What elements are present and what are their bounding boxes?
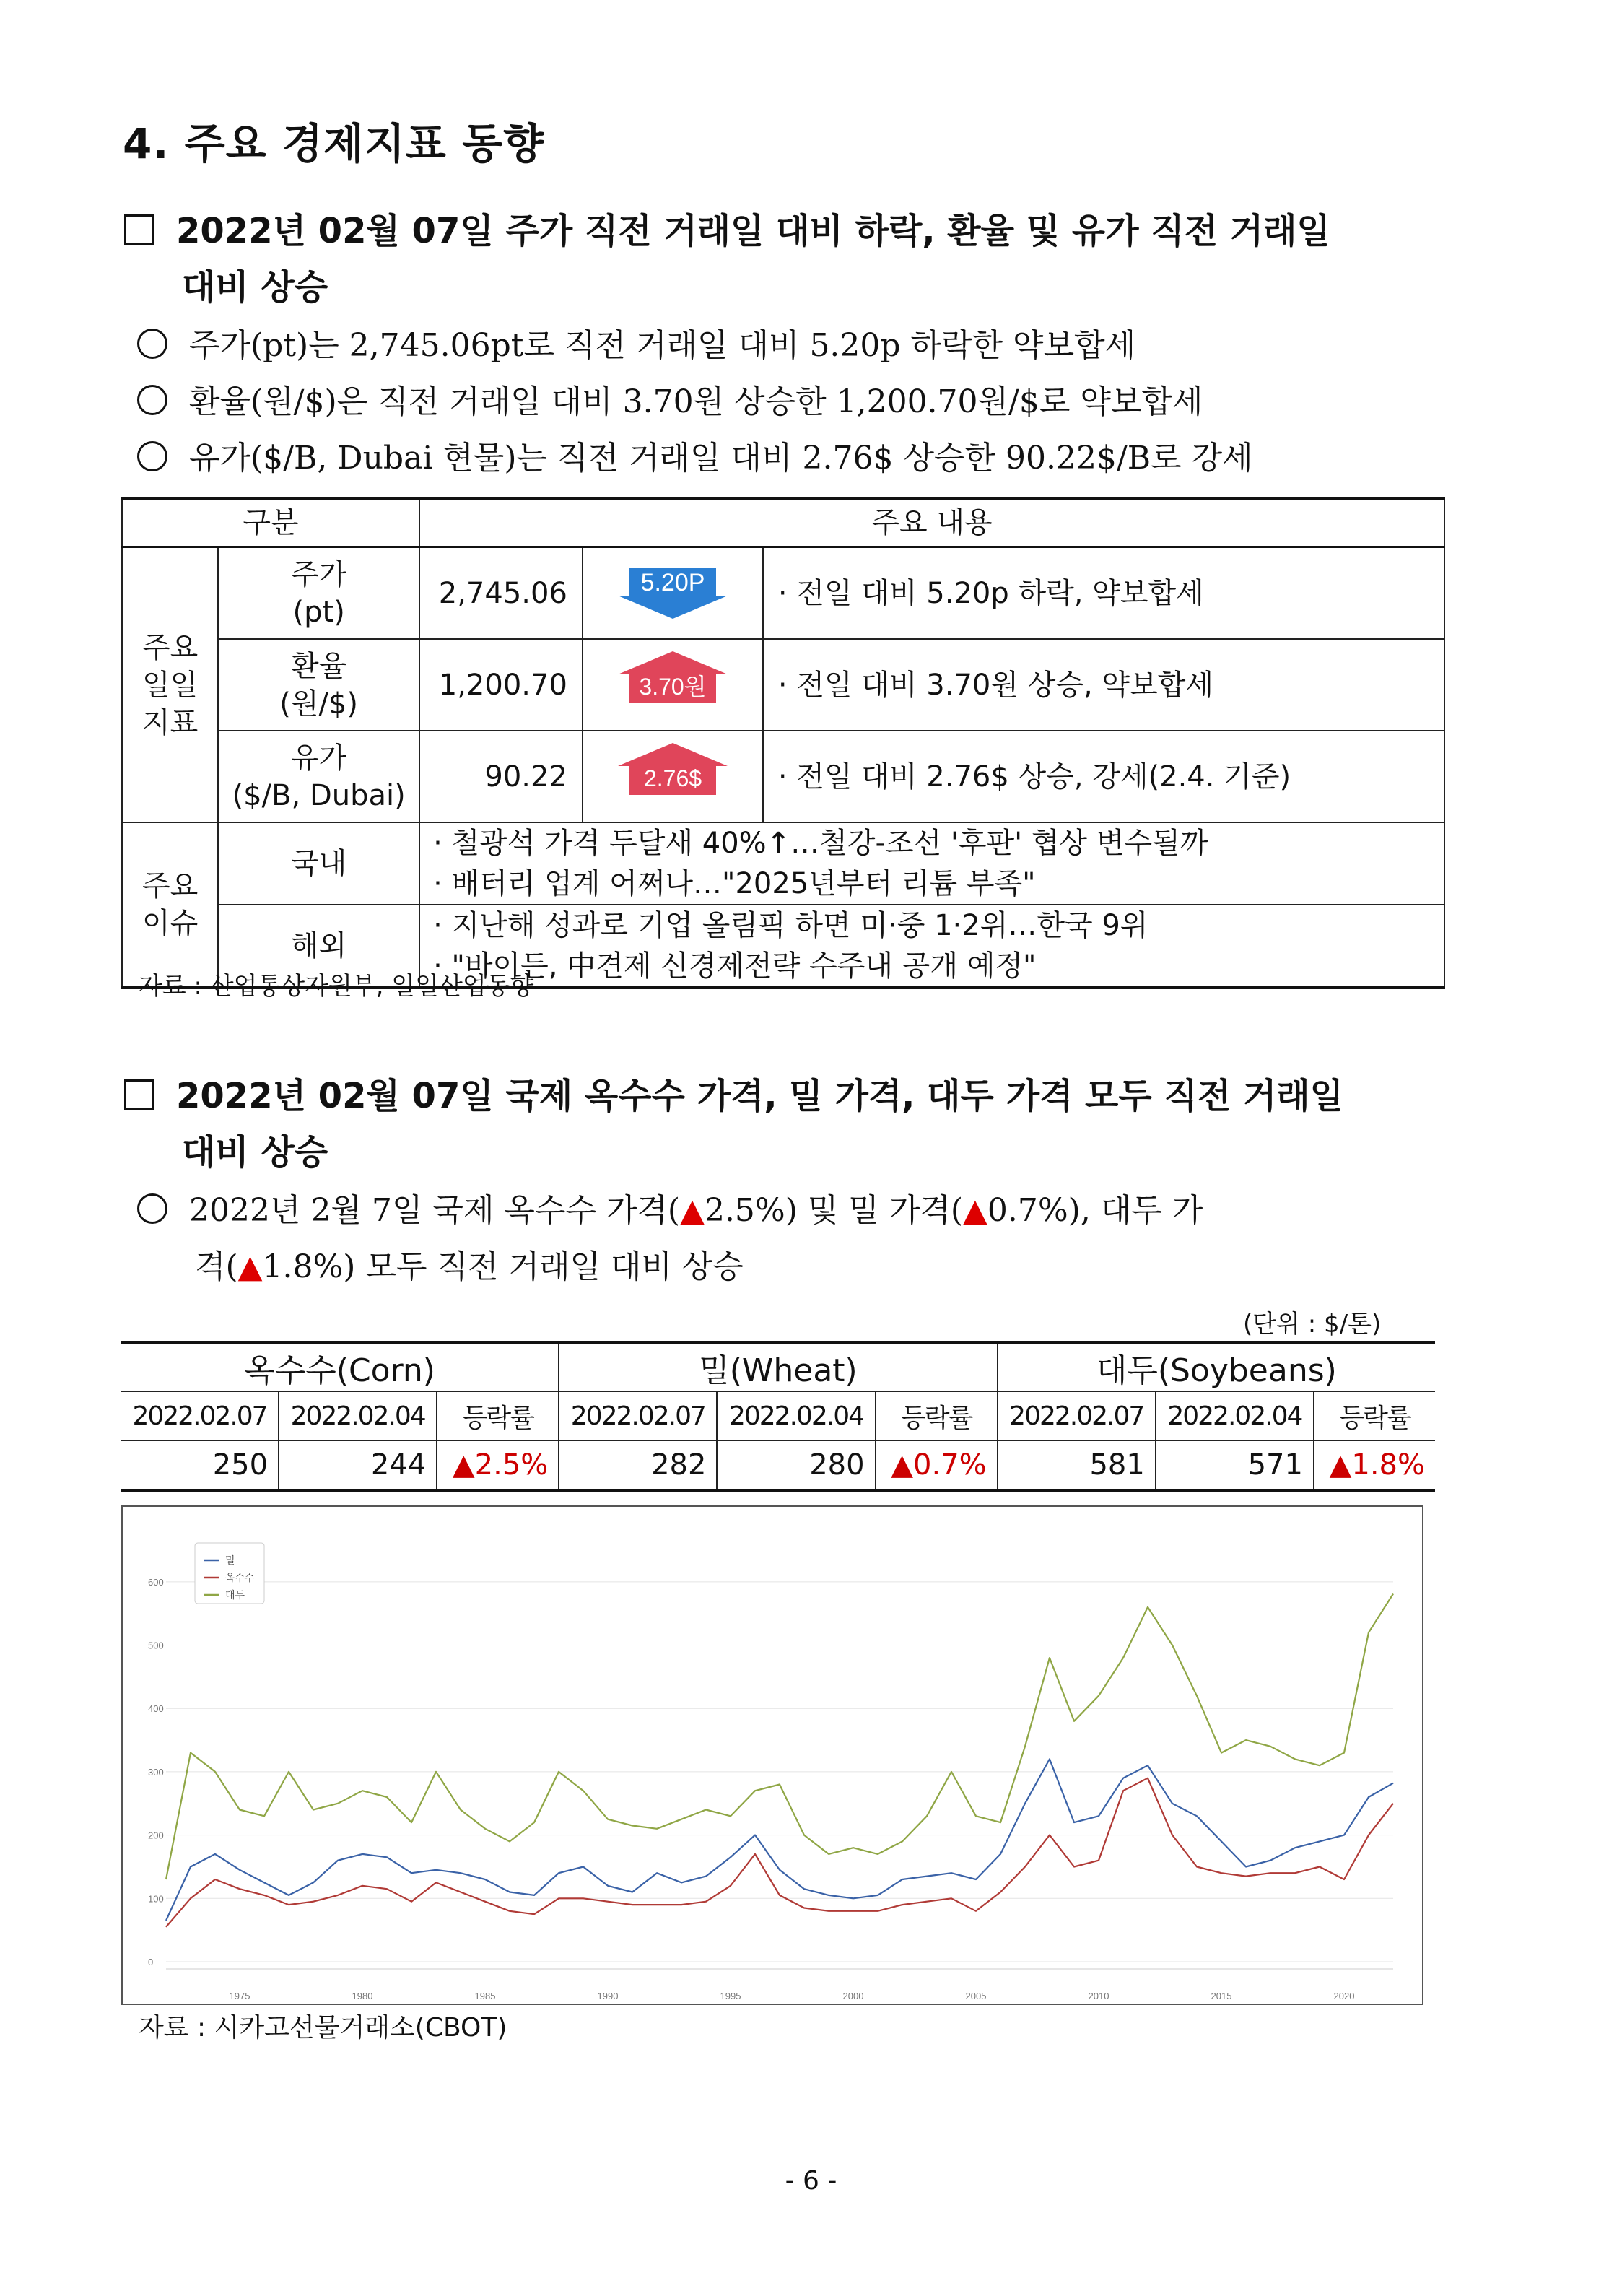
indicator-value: 90.22 [419,731,583,822]
chart-source-note: 자료 : 시카고선물거래소(CBOT) [139,2013,507,2043]
bullet-item: 2022년 2월 7일 국제 옥수수 가격(▲2.5%) 및 밀 가격(▲0.7%), 대두 가 [137,1183,1203,1239]
bullet-item: 환율(원/$)은 직전 거래일 대비 3.70원 상승한 1,200.70원/$로 약보합세 [137,374,1203,430]
x-tick-label: 2015 [1211,1991,1232,2001]
up-triangle-icon: ▲ [963,1192,987,1229]
change-label: 2.76$ [643,765,702,791]
change-header: 등락률 [437,1391,559,1440]
series-line-대두 [166,1594,1393,1880]
y-tick-label: 200 [148,1830,164,1841]
change-cell: ▲1.8% [1314,1440,1435,1490]
bullet-item: 유가($/B, Dubai 현물)는 직전 거래일 대비 2.76$ 상승한 90.22$/B로 강세 [137,430,1253,487]
circle-bullet-icon [137,441,167,471]
x-tick-label: 1975 [229,1991,250,2001]
indicator-label: 환율 (원/$) [218,639,419,731]
up-arrow-icon [583,640,762,721]
price-chart [121,1505,1423,2005]
issue-lines: · 지난해 성과로 기업 올림픽 하면 미·중 1·2위…한국 9위 · "바이든, 中견제 신경제전략 수주내 공개 예정" [419,905,1444,988]
grain-price-table [121,1341,1435,1492]
circle-bullet-icon [137,385,167,415]
checkbox-square-icon [124,1079,154,1110]
x-tick-label: 2005 [965,1991,987,2001]
group-label: 주요 이슈 [122,822,218,988]
indicator-desc: · 전일 대비 5.20p 하락, 약보합세 [763,547,1444,640]
section-title-1: 2022년 02월 07일 주가 직전 거래일 대비 하락, 환율 및 유가 직전 거래일 대비 상승 [124,203,1452,316]
date-header: 2022.02.07 [559,1391,717,1440]
issue-label: 국내 [218,822,419,905]
y-tick-label: 600 [148,1576,164,1588]
x-tick-label: 2000 [842,1991,864,2001]
date-header: 2022.02.07 [121,1391,279,1440]
indicator-desc: · 전일 대비 2.76$ 상승, 강세(2.4. 기준) [763,731,1444,822]
unit-note: (단위 : $/톤) [1243,1310,1382,1339]
arrow-cell [583,639,763,731]
series-line-옥수수 [166,1778,1393,1927]
x-tick-label: 1995 [720,1991,741,2001]
up-triangle-icon: ▲ [237,1248,263,1285]
y-tick-label: 500 [148,1640,164,1651]
date-header: 2022.02.04 [717,1391,875,1440]
up-triangle-icon: ▲ [680,1192,705,1229]
commodity-header: 옥수수(Corn) [121,1343,559,1391]
up-arrow-icon [583,731,762,812]
price-cell: 244 [279,1440,437,1490]
y-tick-label: 300 [148,1766,164,1778]
circle-bullet-icon [137,1193,167,1224]
commodity-header: 밀(Wheat) [559,1343,997,1391]
group-label: 주요 일일 지표 [122,547,218,823]
indicator-table [121,497,1445,989]
x-tick-label: 2020 [1333,1991,1355,2001]
source-note: 자료 : 산업통상자원부, 일일산업동향 [139,972,534,1001]
price-cell: 581 [998,1440,1156,1490]
series-line-밀 [166,1759,1393,1921]
change-cell: ▲0.7% [876,1440,998,1490]
change-header: 등락률 [876,1391,998,1440]
legend-label: 대두 [225,1590,245,1601]
change-cell: ▲2.5% [437,1440,559,1490]
x-tick-label: 2010 [1088,1991,1109,2001]
price-cell: 571 [1156,1440,1314,1490]
circle-bullet-icon [137,329,167,359]
price-cell: 282 [559,1440,717,1490]
page-number: - 6 - [785,2166,837,2196]
table-header: 주요 내용 [419,498,1444,547]
bullet-item-cont: 격(▲1.8%) 모두 직전 거래일 대비 상승 [195,1248,744,1285]
x-tick-label: 1985 [474,1991,496,2001]
legend-label: 밀 [225,1555,235,1567]
issue-label: 해외 [218,905,419,988]
indicator-label: 주가 (pt) [218,547,419,640]
bullet-item: 주가(pt)는 2,745.06pt로 직전 거래일 대비 5.20p 하락한 약보합세 [137,318,1135,374]
indicator-desc: · 전일 대비 3.70원 상승, 약보합세 [763,639,1444,731]
date-header: 2022.02.04 [1156,1391,1314,1440]
y-tick-label: 100 [148,1893,164,1905]
indicator-label: 유가 ($/B, Dubai) [218,731,419,822]
price-cell: 280 [717,1440,875,1490]
page-heading: 4. 주요 경제지표 동향 [123,119,545,168]
y-tick-label: 400 [148,1703,164,1715]
change-header: 등락률 [1314,1391,1435,1440]
price-cell: 250 [121,1440,279,1490]
commodity-header: 대두(Soybeans) [998,1343,1435,1391]
issue-lines: · 철광석 가격 두달새 40%↑…철강-조선 '후판' 협상 변수될까 · 배터리 업계 어쩌나…"2025년부터 리튬 부족" [419,822,1444,905]
legend-label: 옥수수 [225,1573,255,1584]
arrow-cell [583,547,763,640]
y-tick-label: 0 [148,1957,154,1967]
checkbox-square-icon [124,214,154,245]
table-header: 구분 [122,498,419,547]
change-label: 5.20P [640,569,705,596]
indicator-value: 1,200.70 [419,639,583,731]
date-header: 2022.02.07 [998,1391,1156,1440]
arrow-cell [583,731,763,822]
indicator-value: 2,745.06 [419,547,583,640]
section-title-2: 2022년 02월 07일 국제 옥수수 가격, 밀 가격, 대두 가격 모두 직전 거래일 대비 상승 [124,1068,1452,1180]
price-chart-svg [123,1507,1422,2004]
change-label: 3.70원 [639,674,707,700]
date-header: 2022.02.04 [279,1391,437,1440]
x-tick-label: 1990 [597,1991,619,2001]
down-arrow-icon [583,548,762,629]
x-tick-label: 1980 [352,1991,373,2001]
